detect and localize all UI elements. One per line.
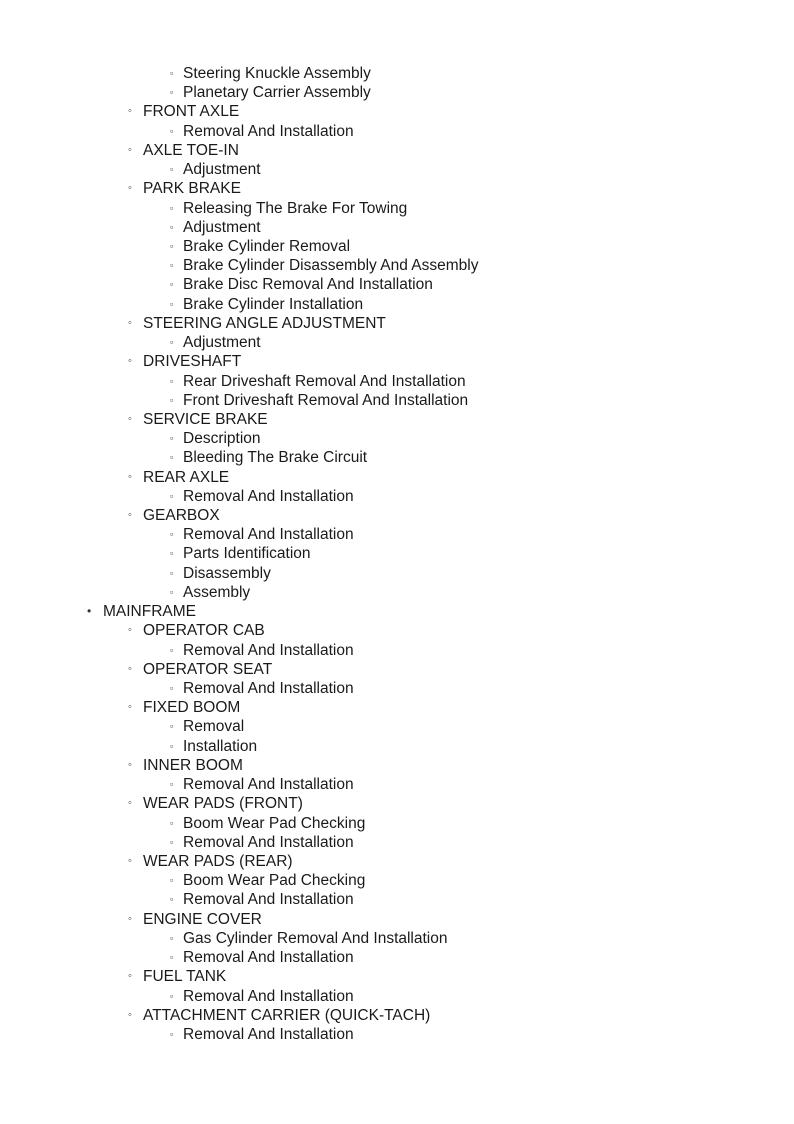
toc-item-level-3 (0, 929, 794, 948)
toc-item-label: Removal And Installation (183, 680, 354, 697)
square-bullet-icon: ▫ (170, 567, 174, 578)
circle-bullet-icon: ◦ (128, 105, 132, 118)
circle-bullet-icon: ◦ (128, 316, 132, 329)
square-bullet-icon: ▫ (170, 875, 174, 886)
toc-item-label: Brake Cylinder Disassembly And Assembly (183, 257, 479, 275)
square-bullet-icon: ▫ (170, 490, 174, 501)
toc-item-level-3 (0, 333, 794, 352)
circle-bullet-icon: ◦ (128, 143, 132, 156)
toc-item-level-3 (0, 429, 794, 448)
toc-item-label: FUEL TANK (143, 968, 227, 986)
circle-bullet-icon: ◦ (128, 854, 132, 867)
toc-item-level-3 (0, 583, 794, 602)
toc-item-label: Removal And Installation (183, 949, 354, 967)
square-bullet-icon: ▫ (170, 548, 174, 559)
toc-item-level-3 (0, 1025, 794, 1044)
toc-item-label: AXLE TOE-IN (143, 141, 239, 159)
square-bullet-icon: ▫ (170, 586, 174, 597)
toc-item-level-2 (0, 967, 794, 986)
toc-item-level-3 (0, 890, 794, 909)
circle-bullet-icon: ◦ (128, 662, 132, 675)
toc-item-label: Removal And Installation (183, 641, 354, 659)
toc-item-label: Removal And Installation (183, 526, 354, 544)
toc-item-level-2 (0, 141, 794, 160)
toc-item-label: OPERATOR CAB (143, 622, 265, 640)
toc-item-label: Removal And Installation (183, 776, 354, 794)
toc-item-level-2 (0, 621, 794, 640)
toc-item-label: WEAR PADS (REAR) (143, 852, 293, 870)
toc-item-level-2 (0, 910, 794, 929)
toc-item-label: ATTACHMENT CARRIER (QUICK-TACH) (143, 1006, 431, 1024)
toc-item-label: DRIVESHAFT (143, 353, 242, 371)
toc-item-level-3 (0, 275, 794, 294)
toc-item-label: Parts Identification (183, 545, 311, 563)
square-bullet-icon: ▫ (170, 721, 174, 732)
toc-item-label: INNER BOOM (143, 756, 243, 774)
toc-item-level-3 (0, 199, 794, 218)
square-bullet-icon: ▫ (170, 644, 174, 655)
toc-item-level-3 (0, 160, 794, 179)
square-bullet-icon: ▫ (170, 279, 174, 290)
toc-item-level-3 (0, 487, 794, 506)
toc-item-label: PARK BRAKE (143, 180, 241, 198)
circle-bullet-icon: ◦ (128, 624, 132, 637)
toc-item-label: WEAR PADS (FRONT) (143, 795, 303, 813)
square-bullet-icon: ▫ (170, 202, 174, 213)
circle-bullet-icon: ◦ (128, 355, 132, 368)
toc-item-label: FIXED BOOM (143, 699, 241, 717)
toc-item-level-3 (0, 391, 794, 410)
toc-item-label: Removal And Installation (183, 833, 354, 851)
toc-item-level-3 (0, 833, 794, 852)
toc-item-label: Rear Driveshaft Removal And Installation (183, 372, 466, 390)
toc-item-level-3 (0, 295, 794, 314)
square-bullet-icon: ▫ (170, 1028, 174, 1039)
square-bullet-icon: ▫ (170, 164, 174, 175)
square-bullet-icon: ▫ (170, 221, 174, 232)
toc-item-level-3 (0, 83, 794, 102)
toc-item-label: Removal (183, 718, 245, 736)
toc-item-level-3 (0, 256, 794, 275)
toc-item-label: Releasing The Brake For Towing (183, 199, 408, 217)
toc-item-label: REAR AXLE (143, 468, 230, 486)
toc-item-label: Bleeding The Brake Circuit (183, 449, 368, 467)
circle-bullet-icon: ◦ (128, 970, 132, 983)
toc-item-label: Brake Cylinder Installation (183, 295, 364, 313)
toc-item-label: SERVICE BRAKE (143, 410, 268, 428)
toc-item-label: Planetary Carrier Assembly (183, 84, 371, 102)
square-bullet-icon: ▫ (170, 990, 174, 1001)
square-bullet-icon: ▫ (170, 337, 174, 348)
toc-item-level-2 (0, 179, 794, 198)
toc-item-level-3 (0, 64, 794, 83)
square-bullet-icon: ▫ (170, 125, 174, 136)
toc-item-label: Removal And Installation (183, 487, 354, 505)
toc-item-label: Removal And Installation (183, 891, 354, 909)
circle-bullet-icon: ◦ (128, 1008, 132, 1021)
toc-item-level-3 (0, 525, 794, 544)
square-bullet-icon: ▫ (170, 932, 174, 943)
toc-item-label: Steering Knuckle Assembly (183, 65, 371, 82)
square-bullet-icon: ▫ (170, 394, 174, 405)
toc-item-level-3 (0, 814, 794, 833)
circle-bullet-icon: ◦ (128, 758, 132, 771)
toc-item-level-2 (0, 314, 794, 333)
toc-item-label: Description (183, 430, 261, 448)
disc-bullet-icon: • (87, 604, 92, 619)
toc-item-label: Adjustment (183, 161, 261, 179)
toc-item-level-2 (0, 660, 794, 679)
square-bullet-icon: ▫ (170, 894, 174, 905)
toc-item-level-3 (0, 372, 794, 391)
toc-item-label: Removal And Installation (183, 1025, 354, 1043)
square-bullet-icon: ▫ (170, 240, 174, 251)
toc-item-level-3 (0, 641, 794, 660)
toc-item-level-3 (0, 122, 794, 141)
toc-item-label: Brake Disc Removal And Installation (183, 276, 433, 294)
square-bullet-icon: ▫ (170, 779, 174, 790)
toc-item-level-2 (0, 756, 794, 775)
circle-bullet-icon: ◦ (128, 182, 132, 195)
toc-item-level-3 (0, 987, 794, 1006)
toc-item-label: GEARBOX (143, 507, 220, 525)
toc-item-level-3 (0, 564, 794, 583)
toc-item-level-3 (0, 717, 794, 736)
square-bullet-icon: ▫ (170, 260, 174, 271)
toc-item-label: Removal And Installation (183, 122, 354, 140)
circle-bullet-icon: ◦ (128, 701, 132, 714)
square-bullet-icon: ▫ (170, 452, 174, 463)
toc-item-label: FRONT AXLE (143, 103, 240, 121)
toc-item-label: Gas Cylinder Removal And Installation (183, 929, 448, 947)
toc-item-level-3 (0, 544, 794, 563)
square-bullet-icon: ▫ (170, 68, 174, 78)
toc-item-level-2 (0, 468, 794, 487)
square-bullet-icon: ▫ (170, 683, 174, 693)
square-bullet-icon: ▫ (170, 87, 174, 98)
toc-item-level-3 (0, 871, 794, 890)
toc-item-level-1 (0, 602, 794, 621)
toc-item-level-3 (0, 237, 794, 256)
square-bullet-icon: ▫ (170, 740, 174, 751)
toc-item-label: ENGINE COVER (143, 910, 262, 928)
toc-item-level-2 (0, 352, 794, 371)
toc-item-level-3 (0, 775, 794, 794)
toc-item-level-2 (0, 410, 794, 429)
toc-item-label: Assembly (183, 583, 251, 601)
toc-item-label: Adjustment (183, 218, 261, 236)
square-bullet-icon: ▫ (170, 836, 174, 847)
toc-item-label: MAINFRAME (103, 603, 196, 621)
table-of-contents (0, 64, 794, 1044)
toc-item-level-2 (0, 794, 794, 813)
toc-item-label: Boom Wear Pad Checking (183, 814, 366, 832)
toc-item-label: STEERING ANGLE ADJUSTMENT (143, 314, 386, 332)
toc-item-level-2 (0, 698, 794, 717)
circle-bullet-icon: ◦ (128, 412, 132, 425)
square-bullet-icon: ▫ (170, 375, 174, 386)
toc-item-label: OPERATOR SEAT (143, 660, 273, 678)
toc-item-level-2 (0, 102, 794, 121)
toc-item-label: Brake Cylinder Removal (183, 237, 351, 255)
toc-item-level-3 (0, 448, 794, 467)
circle-bullet-icon: ◦ (128, 912, 132, 925)
toc-item-level-2 (0, 506, 794, 525)
toc-item-label: Boom Wear Pad Checking (183, 872, 366, 890)
toc-item-label: Disassembly (183, 564, 271, 582)
toc-item-level-3 (0, 737, 794, 756)
toc-item-level-3 (0, 679, 794, 698)
toc-item-level-3 (0, 948, 794, 967)
square-bullet-icon: ▫ (170, 433, 174, 444)
toc-item-level-2 (0, 1006, 794, 1025)
toc-item-level-3 (0, 218, 794, 237)
toc-item-label: Removal And Installation (183, 987, 354, 1005)
circle-bullet-icon: ◦ (128, 470, 132, 483)
square-bullet-icon: ▫ (170, 817, 174, 828)
toc-item-label: Front Driveshaft Removal And Installation (183, 391, 469, 409)
circle-bullet-icon: ◦ (128, 509, 132, 522)
square-bullet-icon: ▫ (170, 952, 174, 963)
square-bullet-icon: ▫ (170, 529, 174, 540)
toc-item-level-2 (0, 852, 794, 871)
toc-item-label: Adjustment (183, 334, 261, 352)
circle-bullet-icon: ◦ (128, 797, 132, 810)
square-bullet-icon: ▫ (170, 298, 174, 309)
toc-item-label: Installation (183, 737, 258, 755)
